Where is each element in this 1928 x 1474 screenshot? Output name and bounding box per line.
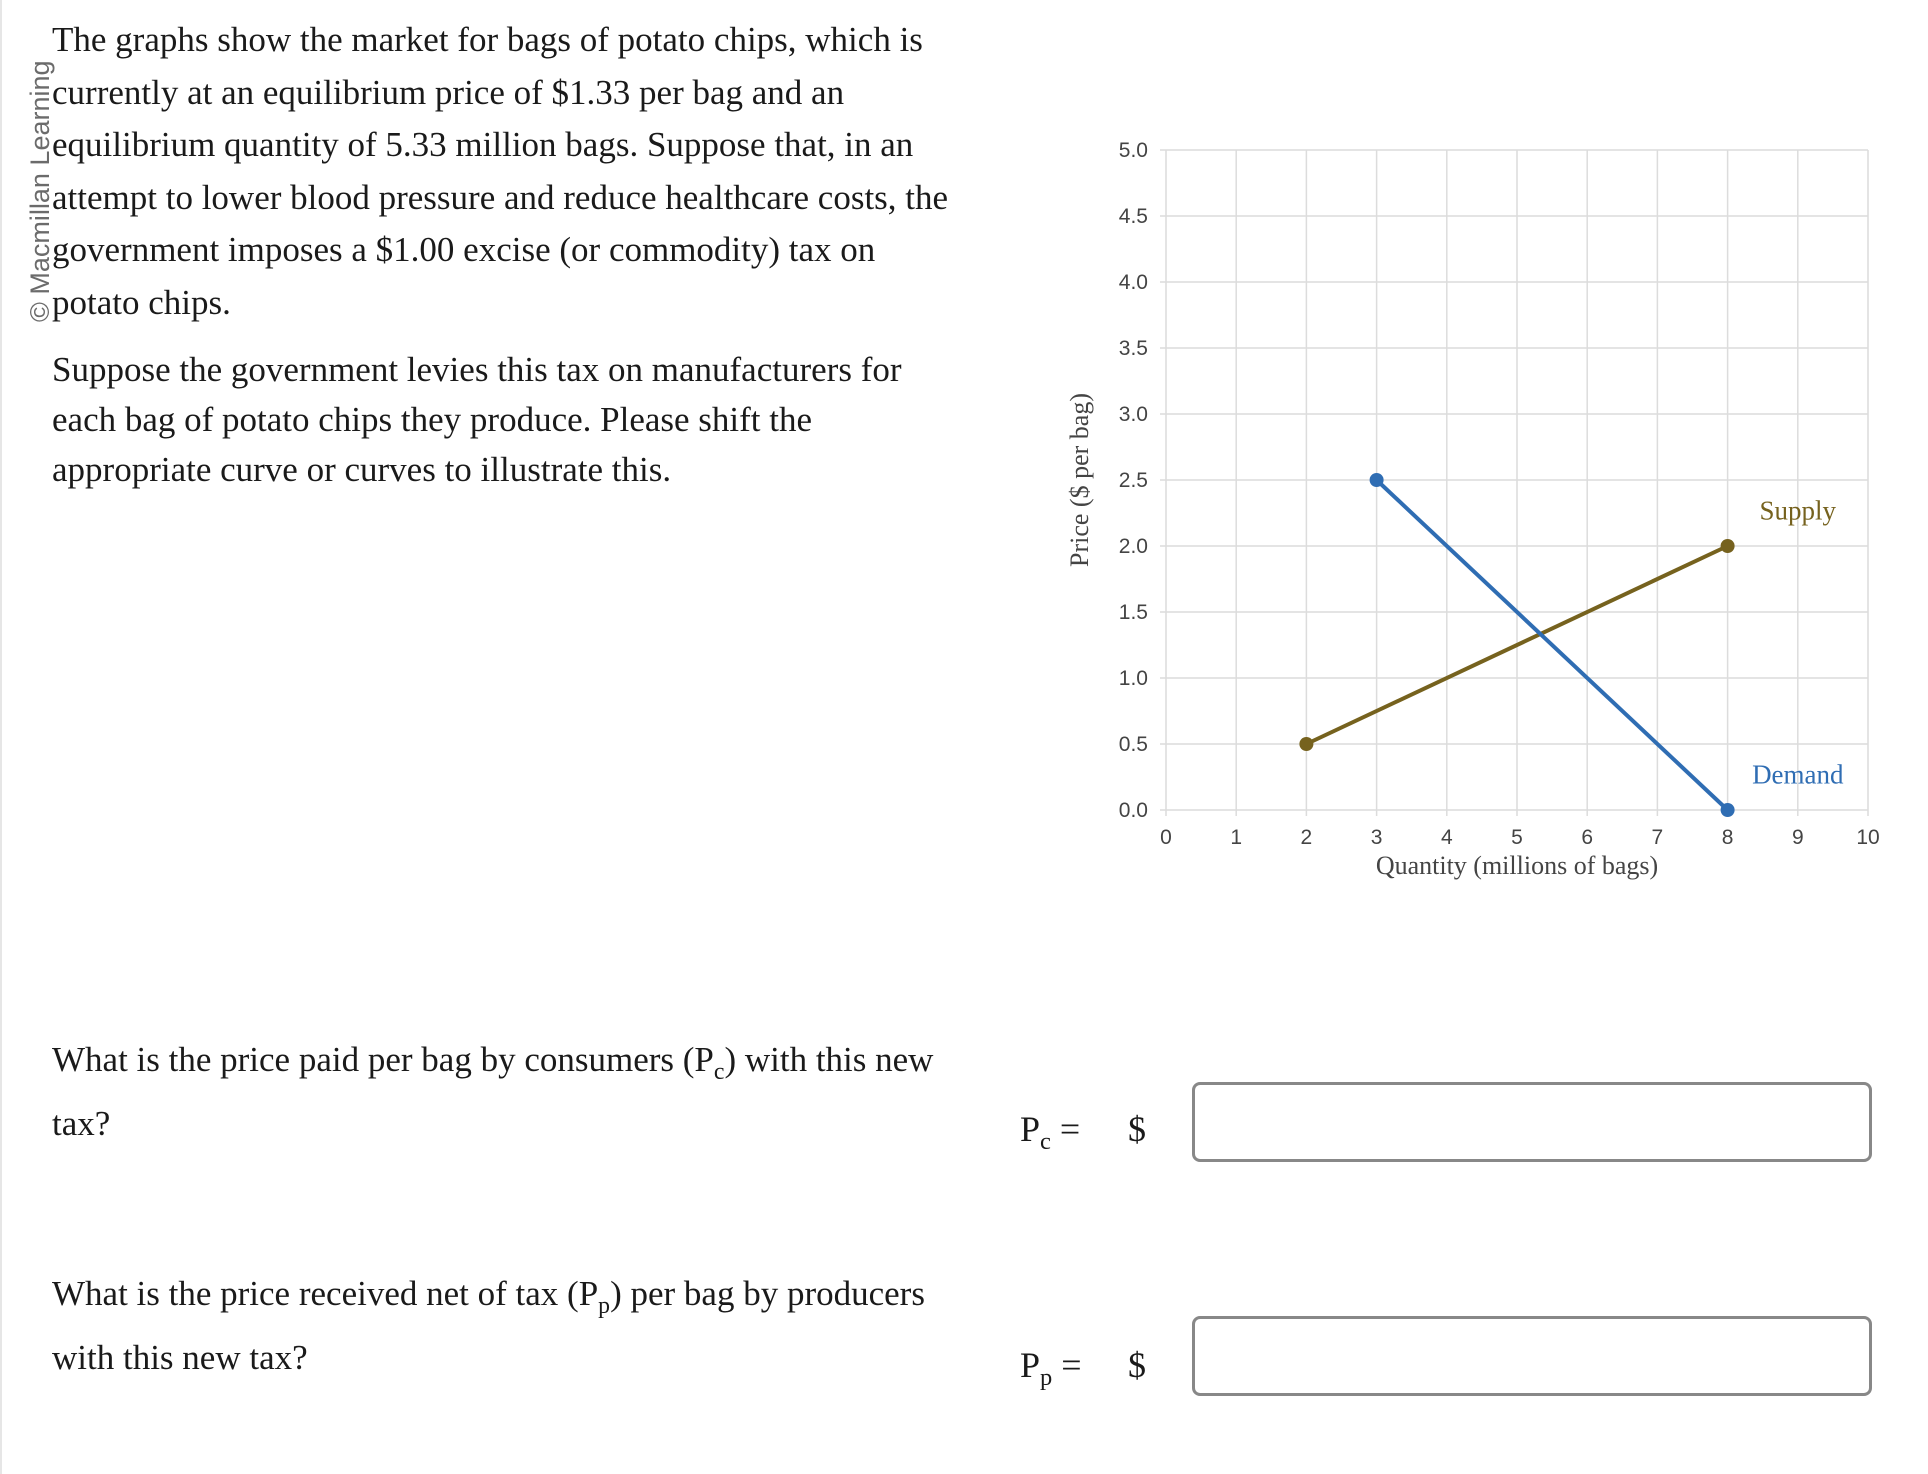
x-tick-label: 10 — [1856, 826, 1880, 849]
intro-text: The graphs show the market for bags of potato chips, which is currently at an equilibrium price of $1.33 per bag and an equilibrium quantity of 5.33 million bags. Suppose that, in an attempt to lower blood pressure and reduce healthcare costs, the government imposes a $1.00 excise (or commodity) tax on potato chips. — [52, 20, 949, 322]
question-consumer-price — [52, 1034, 952, 1150]
left-border — [0, 0, 2, 1474]
pp-label-main: P — [1020, 1345, 1041, 1385]
question-producer-price-text-end: ) per bag by producers with this new tax? — [52, 1274, 925, 1377]
y-tick-label: 2.5 — [1118, 469, 1148, 492]
pp-label — [1020, 1344, 1082, 1392]
y-tick-label: 0.0 — [1118, 799, 1148, 822]
y-tick-label: 0.5 — [1118, 733, 1148, 756]
question-producer-price-text: What is the price received net of tax (P — [52, 1274, 599, 1313]
y-tick-label: 2.0 — [1118, 535, 1148, 558]
x-tick-label: 1 — [1230, 826, 1243, 849]
y-axis-title: Price ($ per bag) — [1065, 393, 1094, 567]
x-tick-label: 7 — [1651, 826, 1664, 849]
x-tick-label: 9 — [1791, 826, 1804, 849]
x-tick-label: 3 — [1370, 826, 1383, 849]
question-producer-price-subscript: p — [598, 1293, 611, 1319]
pc-equals: = — [1059, 1109, 1081, 1149]
question-consumer-price-text: What is the price paid per bag by consumers (P — [52, 1040, 714, 1079]
demand-label: Demand — [1752, 759, 1844, 790]
x-tick-label: 4 — [1440, 826, 1453, 849]
pp-label-sub: p — [1040, 1364, 1053, 1392]
pc-input[interactable] — [1192, 1082, 1872, 1162]
supply-label: Supply — [1759, 495, 1837, 526]
demand-curve[interactable] — [1377, 480, 1728, 810]
demand-point-handle[interactable] — [1370, 473, 1384, 487]
instruction-text: Suppose the government levies this tax on manufacturers for each bag of potato chips they produce. Please shift the appropriate curve or curves to illustrate this. — [52, 350, 902, 489]
supply-point-handle[interactable] — [1299, 737, 1313, 751]
question-producer-price — [52, 1268, 952, 1384]
y-tick-label: 5.0 — [1118, 139, 1148, 162]
pc-label — [1020, 1108, 1080, 1156]
y-tick-label: 1.5 — [1118, 601, 1148, 624]
pc-label-sub: c — [1040, 1128, 1051, 1156]
pp-equals: = — [1061, 1345, 1082, 1385]
pc-dollar-sign: $ — [1128, 1109, 1146, 1149]
copyright-notice: © Macmillan Learning — [25, 60, 55, 322]
supply-demand-chart[interactable] — [1060, 120, 1880, 900]
y-tick-label: 4.5 — [1118, 205, 1148, 228]
demand-point-handle[interactable] — [1721, 803, 1735, 817]
y-tick-label: 1.0 — [1118, 667, 1148, 690]
pc-label-main: P — [1020, 1109, 1041, 1149]
x-tick-label: 5 — [1511, 826, 1523, 849]
pp-dollar-sign: $ — [1128, 1345, 1146, 1385]
x-tick-label: 8 — [1721, 826, 1734, 849]
supply-point-handle[interactable] — [1721, 539, 1735, 553]
y-tick-label: 3.0 — [1118, 403, 1148, 426]
question-consumer-price-text-end: ) with this new tax? — [52, 1040, 934, 1143]
x-axis-title: Quantity (millions of bags) — [1375, 851, 1659, 880]
y-tick-label: 4.0 — [1118, 271, 1148, 294]
pp-input[interactable] — [1192, 1316, 1872, 1396]
x-tick-label: 6 — [1581, 826, 1594, 849]
x-tick-label: 0 — [1160, 826, 1172, 849]
x-tick-label: 2 — [1300, 826, 1313, 849]
question-consumer-price-subscript: c — [713, 1059, 725, 1085]
y-tick-label: 3.5 — [1118, 337, 1148, 360]
